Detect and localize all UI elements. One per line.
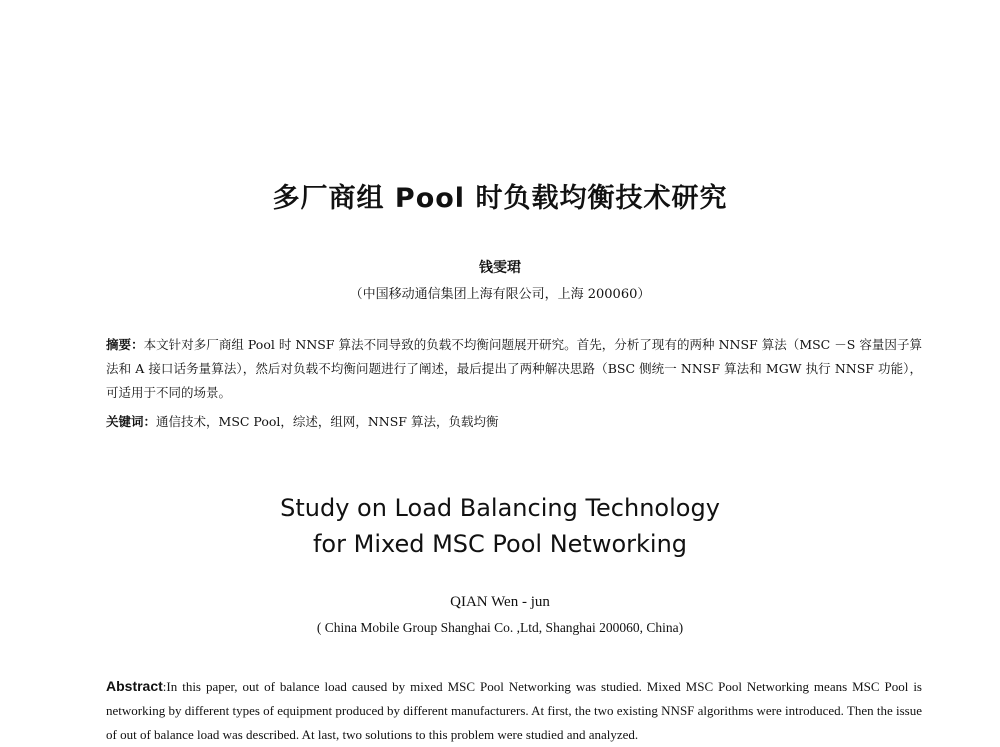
english-title-line-2: for Mixed MSC Pool Networking <box>312 530 688 558</box>
chinese-abstract-text: 本文针对多厂商组 Pool 时 NNSF 算法不同导致的负载不均衡问题展开研究。首先，分析了现有的两种 NNSF 算法（MSC －S 容量因子算法和 A 接口话务量算法），然后对负载不均衡问题进行了阐述，最后提出了两种解决思路（BSC 侧统一 NNSF 算法和 MGW 执行 NNSF 功能），可适用于不同的场景。 <box>106 337 922 400</box>
english-abstract-label: Abstract <box>106 678 163 694</box>
chinese-author: 钱雯珺 <box>479 260 521 276</box>
english-abstract <box>106 674 922 747</box>
chinese-affiliation: （中国移动通信集团上海有限公司，上海 200060） <box>349 287 651 302</box>
english-title <box>0 490 1000 562</box>
chinese-title: 多厂商组 Pool 时负载均衡技术研究 <box>272 183 728 214</box>
english-abstract-text: In this paper, out of balance load caused by mixed MSC Pool Networking was studied. Mixed MSC Pool Networking means MSC Pool is networking by different types of equipment produced by different manufacturers. At first, the two existing NNSF algorithms were introduced. Then the issue of out of balance load was described. At last, two solutions to this problem were studied and analyzed. <box>106 679 922 742</box>
english-abstract-separator: : <box>162 679 167 694</box>
english-title-line-1: Study on Load Balancing Technology <box>280 494 720 522</box>
english-author: QIAN Wen - jun <box>450 594 550 610</box>
chinese-abstract-label: 摘要： <box>106 337 144 352</box>
chinese-keywords <box>106 411 922 433</box>
chinese-keywords-text: 通信技术，MSC Pool，综述，组网，NNSF 算法，负载均衡 <box>156 414 499 429</box>
chinese-keywords-label: 关键词： <box>106 414 157 429</box>
english-affiliation: ( China Mobile Group Shanghai Co. ,Ltd, Shanghai 200060, China) <box>316 620 684 635</box>
chinese-abstract <box>106 333 922 405</box>
